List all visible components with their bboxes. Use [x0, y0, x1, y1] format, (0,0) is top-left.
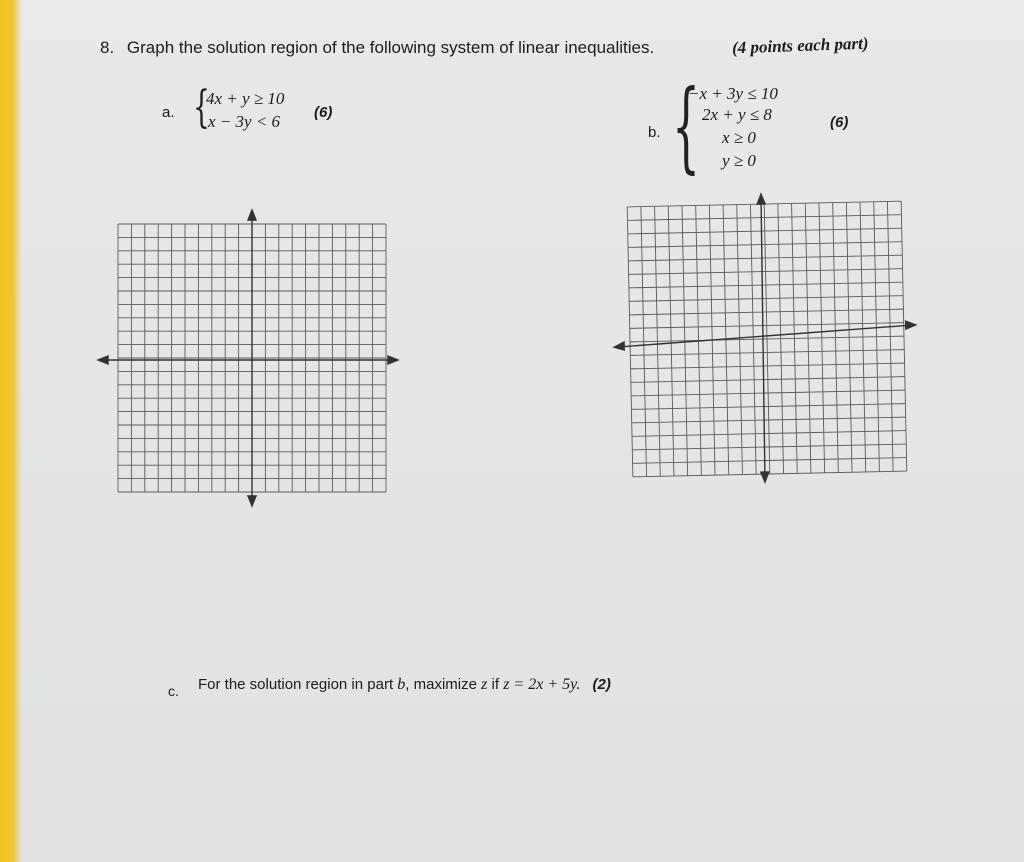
problem-heading [100, 38, 654, 58]
graph-a-coordinate-grid [96, 208, 406, 508]
points-note: (4 points each part) [731, 33, 869, 58]
part-b-inequality-1: −x + 3y ≤ 10 [688, 84, 778, 103]
graph-a-y-arrow-up [248, 210, 256, 220]
part-c-part-ref: b [397, 676, 406, 693]
graph-b-x-arrow-right [906, 321, 916, 329]
part-c-text-if: if [487, 676, 504, 693]
part-a-brace: { [193, 82, 210, 133]
part-c-points: (2) [592, 676, 611, 693]
problem-title: Graph the solution region of the following system of linear inequalities. [126, 38, 655, 57]
part-a-label: a. [162, 104, 175, 121]
part-b-inequality-3: x ≥ 0 [722, 128, 756, 147]
graph-a-x-arrow-right [388, 356, 398, 364]
graph-b-y-arrow-up [757, 194, 765, 204]
part-b-inequality-2: 2x + y ≤ 8 [702, 105, 772, 124]
graph-b-y-axis [759, 196, 767, 480]
part-b-label: b. [648, 124, 661, 141]
part-c-variable: z [481, 676, 488, 693]
part-a-inequality-1: 4x + y ≥ 10 [206, 89, 285, 108]
graph-b-gridlines [627, 201, 907, 477]
part-c-text-middle: , maximize [405, 676, 482, 693]
graph-b-x-axis [616, 325, 914, 347]
part-b-brace: { [672, 70, 701, 184]
graph-b-x-arrow-left [614, 342, 624, 350]
problem-number: 8. [100, 38, 115, 57]
part-c-text-before: For the solution region in part [198, 676, 398, 693]
part-a-inequality-2: x − 3y < 6 [208, 112, 281, 131]
part-a-points: (6) [314, 104, 333, 121]
graph-a-x-arrow-left [98, 356, 108, 364]
part-b-inequality-4: y ≥ 0 [722, 151, 756, 170]
part-c-question [198, 676, 611, 694]
part-c-label: c. [168, 683, 179, 699]
graph-a-y-arrow-down [248, 496, 256, 506]
graph-b-y-arrow-down [761, 472, 769, 482]
yellow-folder-edge [0, 0, 22, 862]
graph-b-coordinate-grid [612, 192, 922, 486]
part-c-objective: z = 2x + 5y. [503, 676, 581, 693]
part-b-points: (6) [830, 114, 849, 131]
